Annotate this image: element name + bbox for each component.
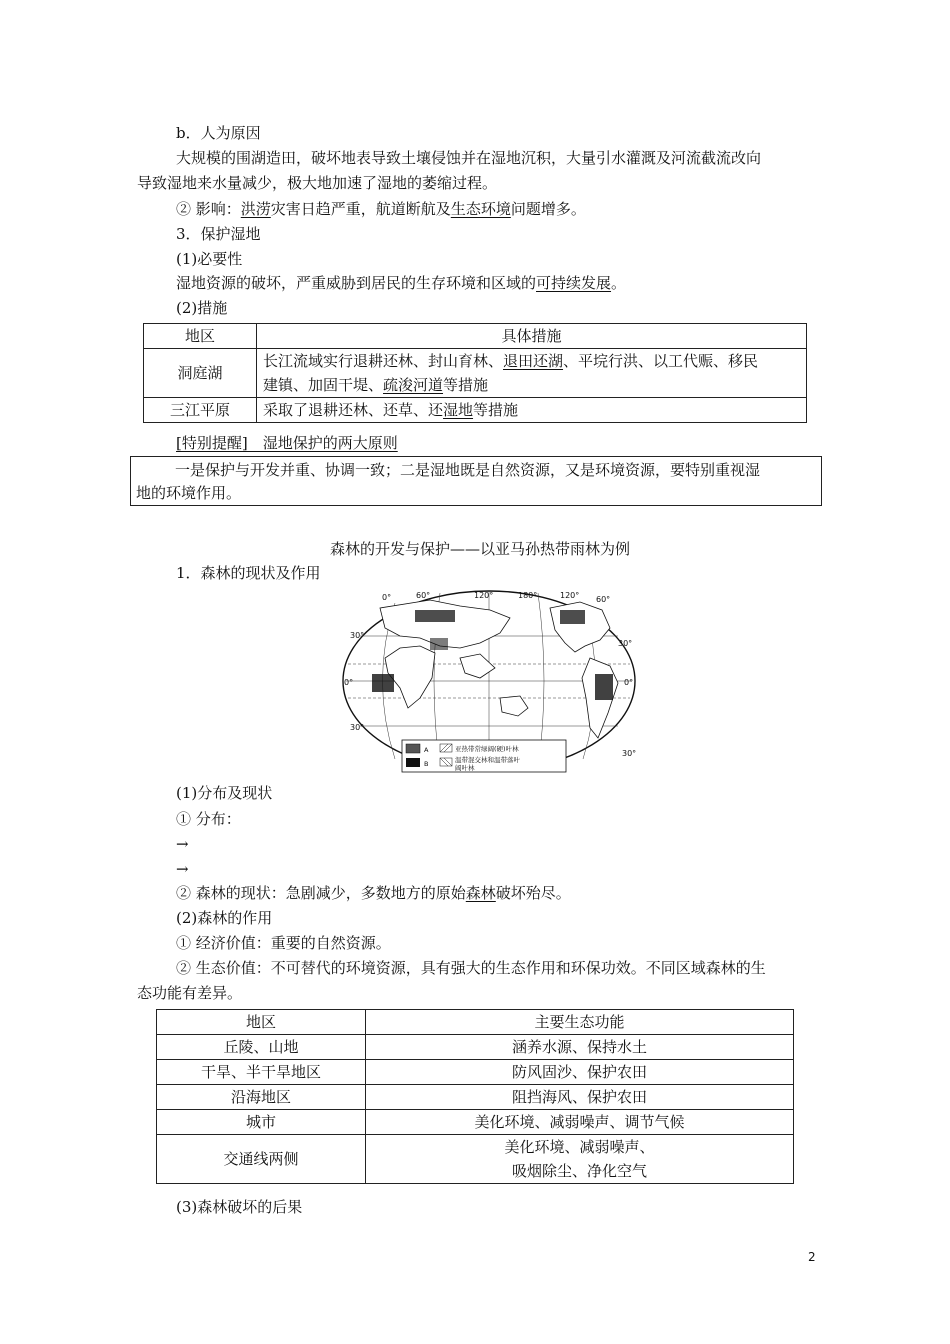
measures-table: [143, 323, 807, 423]
text: 等措施: [473, 401, 519, 419]
underlined-term: 疏浚河道: [383, 376, 444, 394]
lat-label: 30°: [618, 639, 633, 648]
lat-label: 30°: [350, 723, 365, 732]
lat-label: 30°: [350, 631, 365, 640]
legend-swatch-a: [406, 744, 420, 753]
underlined-term: 生态环境: [450, 200, 511, 218]
impact-line: [176, 198, 586, 220]
table-header: 地区: [144, 324, 257, 349]
legend-label: A: [424, 746, 429, 754]
legend-swatch-d: [440, 758, 452, 766]
map-legend: [402, 740, 566, 772]
table-cell-region: 三江平原: [144, 398, 257, 423]
paragraph-line: ① 经济价值：重要的自然资源。: [176, 934, 391, 952]
impact-mid: 灾害日趋严重，航道断航及: [270, 200, 451, 218]
underlined-term: 湿地: [443, 401, 474, 419]
table-cell-region: 沿海地区: [157, 1085, 366, 1110]
text: 建镇、加固干堤、: [263, 376, 384, 394]
tip-line: 地的环境作用。: [136, 484, 242, 502]
distribution-label: ① 分布：: [176, 810, 241, 828]
table-header: 具体措施: [257, 324, 807, 349]
lat-label: 30°: [622, 749, 637, 758]
text: ② 森林的现状：急剧减少，多数地方的原始: [176, 884, 466, 902]
lon-label: 60°: [416, 591, 431, 600]
lon-label: 120°: [560, 591, 580, 600]
table-cell-region: 洞庭湖: [144, 349, 257, 398]
table-cell-region: 干旱、半干旱地区: [157, 1060, 366, 1085]
table-header: 地区: [157, 1010, 366, 1035]
table-cell-measures: [257, 349, 807, 398]
heading-3: 3．保护湿地: [176, 225, 261, 243]
tip-line: 一是保护与开发并重、协调一致；二是湿地既是自然资源，又是环境资源，要特别重视湿: [175, 461, 761, 479]
sub-heading: (1)必要性: [176, 250, 243, 268]
heading-1: 1．森林的现状及作用: [176, 564, 321, 582]
text: 采取了退耕还林、还草、还: [263, 401, 444, 419]
legend-swatch-b: [406, 758, 420, 767]
heading-b: b．人为原因: [176, 124, 261, 142]
table-cell-function: 防风固沙、保护农田: [366, 1060, 794, 1085]
text: 美化环境、减弱噪声、: [504, 1138, 655, 1156]
underlined-term: 可持续发展: [536, 274, 612, 292]
tip-box: [130, 456, 822, 506]
status-line: [176, 882, 571, 904]
lon-label: 60°: [596, 595, 611, 604]
legend-label: 阔叶林: [455, 764, 475, 772]
lat-label: 0°: [344, 678, 354, 687]
text: 吸烟除尘、净化空气: [511, 1162, 647, 1180]
table-cell-region: 交通线两侧: [157, 1135, 366, 1184]
tip-label: [特别提醒] 湿地保护的两大原则: [176, 434, 398, 452]
underlined-term: 森林: [465, 884, 496, 902]
lon-label: 180°: [518, 591, 538, 600]
lon-label: 0°: [382, 593, 392, 602]
sub-heading: (2)森林的作用: [176, 909, 273, 927]
world-forest-map: [340, 588, 638, 774]
eco-function-table: [156, 1009, 794, 1184]
sub-heading: (1)分布及现状: [176, 784, 273, 802]
table-cell-function: [366, 1135, 794, 1184]
page-number: 2: [808, 1250, 816, 1264]
necessity-line: [176, 272, 626, 294]
legend-swatch-c: [440, 744, 452, 752]
table-header: 主要生态功能: [366, 1010, 794, 1035]
table-cell-region: 丘陵、山地: [157, 1035, 366, 1060]
legend-label: 温带混交林和温带落叶: [455, 756, 520, 764]
paragraph-line: 大规模的围湖造田，破坏地表导致土壤侵蚀并在湿地沉积，大量引水灌溉及河流截流改向: [176, 149, 762, 167]
sub-heading: (3)森林破坏的后果: [176, 1198, 303, 1216]
paragraph-line: 态功能有差异。: [137, 984, 243, 1002]
text: 等措施: [443, 376, 489, 394]
impact-prefix: ② 影响：: [176, 200, 241, 218]
lon-label: 120°: [474, 591, 494, 600]
table-cell-function: 美化环境、减弱噪声、调节气候: [366, 1110, 794, 1135]
table-cell-function: 涵养水源、保持水土: [366, 1035, 794, 1060]
text: 湿地资源的破坏，严重威胁到居民的生存环境和区域的: [176, 274, 537, 292]
section-title: 森林的开发与保护——以亚马孙热带雨林为例: [330, 540, 631, 558]
text: 破坏殆尽。: [495, 884, 571, 902]
text: 、平垸行洪、以工代赈、移民: [563, 352, 759, 370]
underlined-term: 洪涝: [240, 200, 271, 218]
paragraph-line: 导致湿地来水量减少，极大地加速了湿地的萎缩过程。: [137, 174, 498, 192]
arrow: →: [176, 860, 189, 878]
table-cell-measures: [257, 398, 807, 423]
text: 。: [611, 274, 627, 292]
text: 长江流域实行退耕还林、封山育林、: [263, 352, 504, 370]
table-cell-function: 阻挡海风、保护农田: [366, 1085, 794, 1110]
legend-label: B: [424, 760, 429, 768]
legend-label: 亚热带常绿阔(硬)叶林: [455, 745, 519, 753]
underlined-term: 退田还湖: [503, 352, 564, 370]
impact-suffix: 问题增多。: [510, 200, 586, 218]
arrow: →: [176, 835, 189, 853]
table-cell-region: 城市: [157, 1110, 366, 1135]
lat-label: 0°: [624, 678, 634, 687]
paragraph-line: ② 生态价值：不可替代的环境资源，具有强大的生态作用和环保功效。不同区域森林的生: [176, 959, 766, 977]
sub-heading: (2)措施: [176, 299, 228, 317]
